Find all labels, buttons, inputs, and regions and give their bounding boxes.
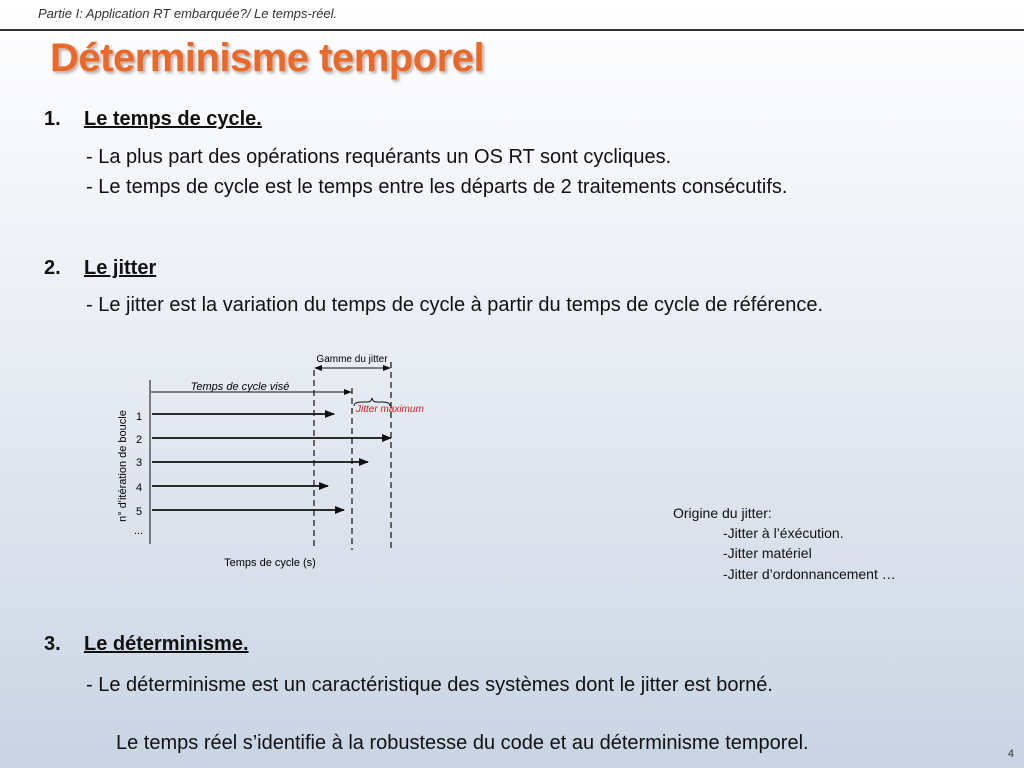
x-axis-label: Temps de cycle (s)	[224, 557, 316, 569]
section-3-title: Le déterminisme.	[84, 633, 249, 655]
jitter-max-label: Jitter maximum	[356, 404, 424, 415]
iteration-4-label: 4	[136, 482, 143, 494]
origin-item-1: -Jitter à l’éxécution.	[723, 525, 844, 541]
section-1-line-1: - La plus part des opérations requérants un OS RT sont cycliques.	[86, 146, 672, 168]
section-1-number: 1.	[44, 108, 61, 130]
section-2-title: Le jitter	[84, 257, 157, 279]
jitter-diagram	[110, 348, 450, 578]
section-2-line-1: - Le jitter est la variation du temps de cycle à partir du temps de cycle de référence.	[86, 294, 824, 316]
iteration-1-label: 1	[136, 411, 143, 423]
iteration-3-label: 3	[136, 457, 143, 469]
origin-item-3: -Jitter d’ordonnancement …	[723, 566, 896, 582]
header-divider	[0, 29, 1024, 31]
cycle-vise-label: Temps de cycle visé	[190, 381, 290, 393]
iteration-4	[136, 482, 328, 494]
page-title: Déterminisme temporel	[50, 36, 485, 80]
iteration-2	[136, 434, 391, 446]
section-1-line-2: - Le temps de cycle est le temps entre les départs de 2 traitements consécutifs.	[86, 176, 788, 198]
iteration-5	[136, 506, 344, 518]
breadcrumb: Partie I: Application RT embarquée?/ Le temps-réel.	[38, 6, 338, 21]
section-3-line-1: - Le déterminisme est un caractéristique des systèmes dont le jitter est borné.	[86, 674, 773, 696]
section-2-number: 2.	[44, 257, 61, 279]
iteration-5-label: 5	[136, 506, 143, 518]
y-axis-label: n° d'itération de boucle	[117, 410, 129, 522]
iteration-1	[136, 411, 334, 423]
gamme-jitter-label: Gamme du jitter	[316, 354, 388, 365]
origin-item-2: -Jitter matériel	[723, 545, 812, 561]
page-number: 4	[1007, 748, 1014, 760]
origin-heading: Origine du jitter:	[673, 505, 772, 521]
iteration-ellipsis: ...	[134, 525, 144, 537]
conclusion-text: Le temps réel s’identifie à la robustesse du code et au déterminisme temporel.	[116, 732, 809, 754]
iteration-3	[136, 457, 368, 469]
section-3-number: 3.	[44, 633, 61, 655]
iteration-2-label: 2	[136, 434, 143, 446]
section-1-title: Le temps de cycle.	[84, 108, 262, 130]
